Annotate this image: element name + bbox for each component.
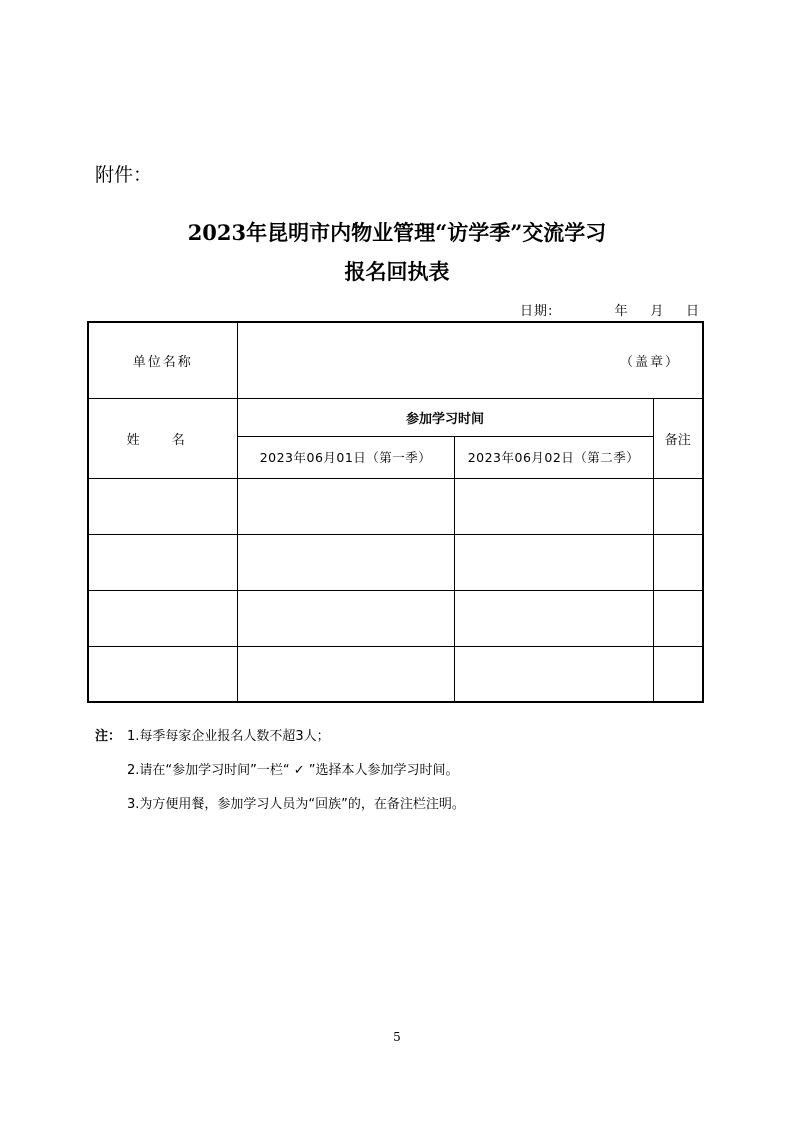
remark-cell[interactable] [653,478,703,534]
notes-prefix: 注： [95,729,122,744]
table-row [88,478,703,534]
note-text: 3.为方便用餐，参加学习人员为“回族”的，在备注栏注明。 [127,797,465,812]
table-row [88,534,703,590]
session1-cell[interactable] [237,478,454,534]
unit-name-field[interactable] [237,322,703,398]
session1-cell[interactable] [237,534,454,590]
session1-cell[interactable] [237,590,454,646]
session2-header: 2023年06月02日（第二季） [454,436,653,478]
document-title-line2: 报名回执表 [344,259,450,284]
date-month: 月 [650,304,665,319]
remark-cell[interactable] [653,646,703,702]
name-column-header: 姓 名 [88,398,237,478]
date-line [520,300,700,319]
document-title-line1: 2023年昆明市内物业管理“访学季”交流学习 [187,220,607,245]
attachment-label: 附件： [95,164,153,186]
note-item [95,762,465,796]
registration-form-table [87,321,704,703]
note-item [95,796,465,830]
date-label: 日期: [520,304,554,319]
remark-column-header: 备注 [653,398,703,478]
session1-header: 2023年06月01日（第一季） [237,436,454,478]
date-year: 年 [614,304,629,319]
time-column-header: 参加学习时间 [237,398,653,436]
unit-name-label: 单位名称 [88,322,237,398]
name-cell[interactable] [88,534,237,590]
table-row [88,646,703,702]
note-text: 2.请在“参加学习时间”一栏“ ✓ ”选择本人参加学习时间。 [127,763,459,778]
note-item [95,728,465,762]
session1-cell[interactable] [237,646,454,702]
table-row [88,590,703,646]
note-text: 1.每季每家企业报名人数不超3人； [127,729,330,744]
name-cell[interactable] [88,478,237,534]
page-number: 5 [393,1030,401,1044]
unit-row [88,322,703,398]
name-cell[interactable] [88,590,237,646]
remark-cell[interactable] [653,590,703,646]
notes-section [95,728,465,830]
session2-cell[interactable] [454,590,653,646]
session2-cell[interactable] [454,646,653,702]
name-cell[interactable] [88,646,237,702]
remark-cell[interactable] [653,534,703,590]
seal-note: （盖章） [620,354,681,370]
header-row-1 [88,398,703,436]
session2-cell[interactable] [454,478,653,534]
date-day: 日 [685,304,700,319]
session2-cell[interactable] [454,534,653,590]
